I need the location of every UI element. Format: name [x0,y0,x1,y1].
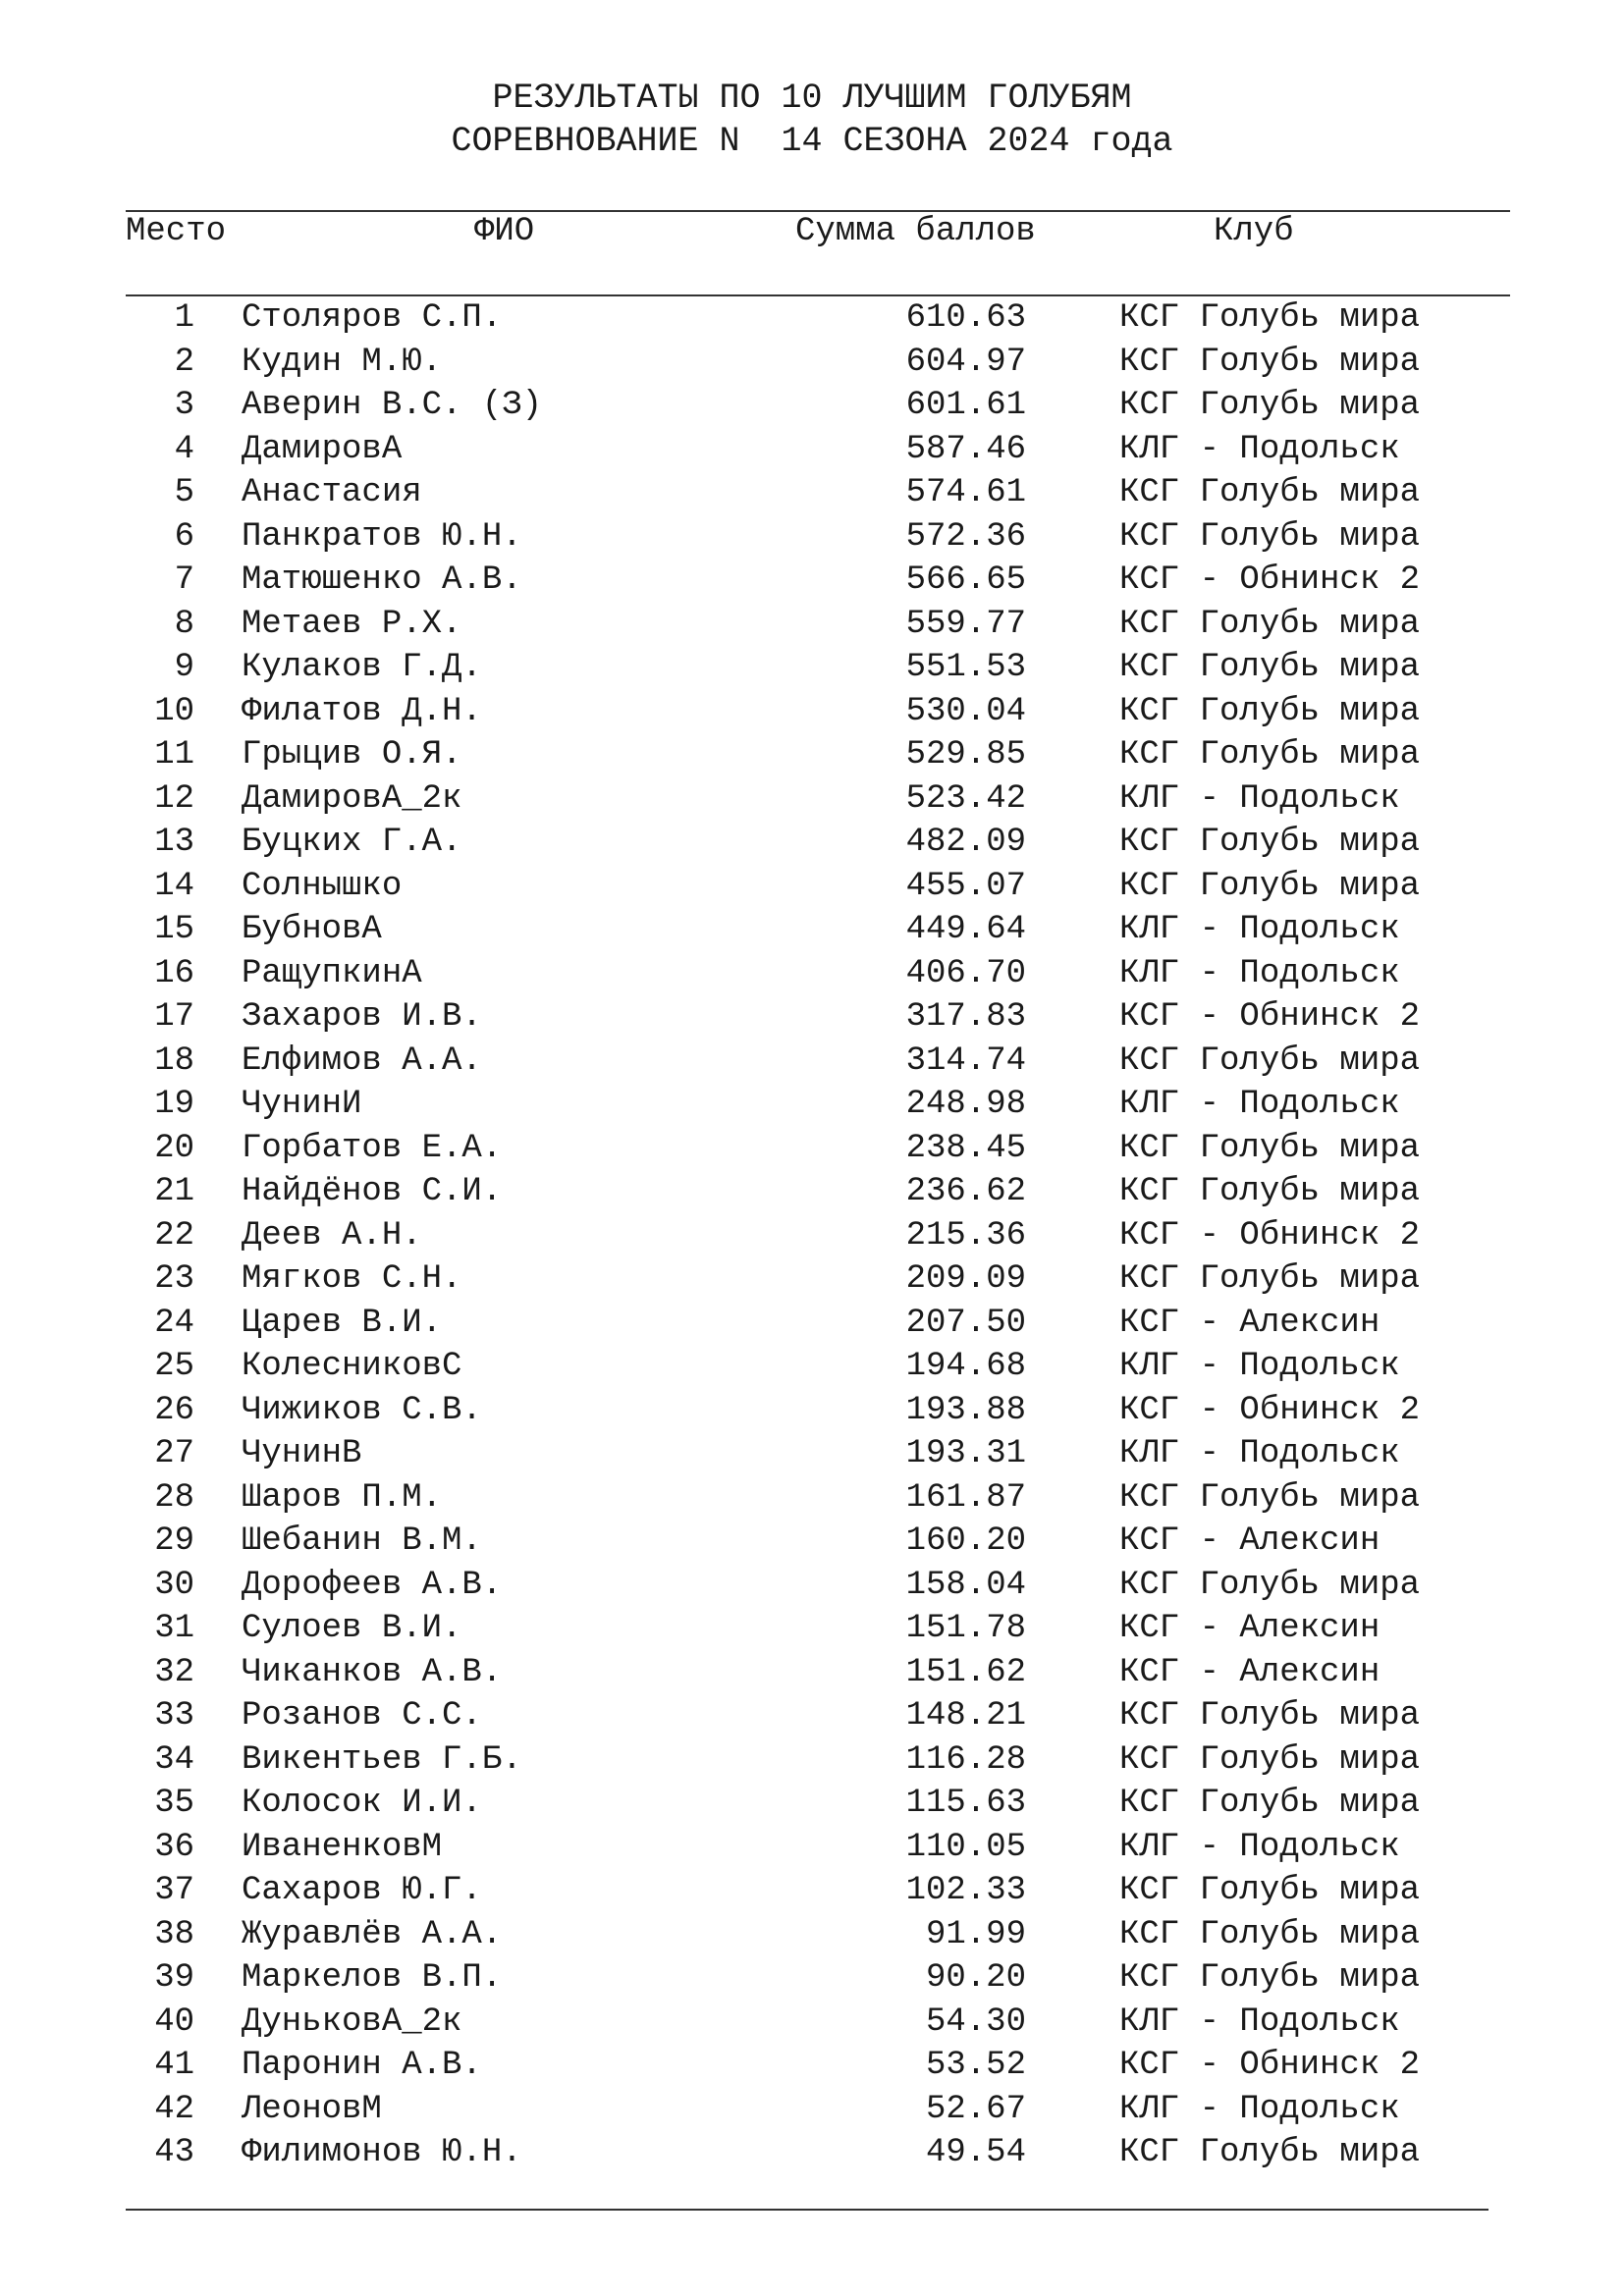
row-place: 10 [154,692,194,730]
row-name: Матюшенко А.В. [242,561,522,599]
column-header-score: Сумма баллов [795,213,1036,250]
table-row [0,1170,1624,1214]
row-place: 3 [174,387,194,424]
row-club: КСГ Голубь мира [1119,299,1421,337]
table-row [0,1826,1624,1870]
row-place: 24 [154,1304,194,1342]
row-club: КСГ Голубь мира [1119,605,1421,643]
row-score: 116.28 [905,1740,1026,1779]
row-place: 15 [154,911,194,948]
row-name: Викентьев Г.Б. [242,1740,522,1779]
table-row [0,1956,1624,2001]
table-row [0,1214,1624,1258]
table-row [0,341,1624,385]
row-place: 8 [174,605,194,643]
row-name: Анастасия [242,474,422,511]
row-score: 148.21 [905,1697,1026,1735]
row-score: 53.52 [925,2047,1026,2084]
row-name: Филимонов Ю.Н. [242,2134,522,2171]
row-club: КСГ - Алексин [1119,1610,1380,1647]
row-club: КЛГ - Подольск [1119,2002,1400,2041]
row-name: Деев А.Н. [242,1216,422,1255]
row-score: 91.99 [925,1915,1026,1953]
table-row [0,1476,1624,1521]
row-place: 11 [154,736,194,774]
table-row [0,690,1624,734]
row-name: Метаев Р.Х. [242,605,462,643]
table-row [0,471,1624,515]
row-name: Солнышко [242,867,403,905]
table-row [0,2088,1624,2132]
row-place: 27 [154,1435,194,1472]
row-place: 7 [174,561,194,599]
row-name: Аверин В.С. (З) [242,387,543,424]
row-club: КСГ Голубь мира [1119,387,1421,424]
table-row [0,1389,1624,1433]
row-club: КСГ Голубь мира [1119,1566,1421,1604]
row-club: КСГ Голубь мира [1119,343,1421,381]
table-row [0,1869,1624,1913]
table-row [0,296,1624,341]
row-place: 36 [154,1828,194,1866]
row-name: Шаров П.М. [242,1478,443,1517]
row-score: 601.61 [905,387,1026,424]
row-club: КСГ - Обнинск 2 [1119,561,1421,599]
row-score: 110.05 [905,1828,1026,1866]
row-name: ЧунинИ [242,1086,362,1123]
row-score: 604.97 [905,343,1026,381]
row-place: 26 [154,1391,194,1429]
table-row [0,384,1624,428]
row-score: 449.64 [905,911,1026,948]
column-header-name: ФИО [474,213,535,250]
row-name: Горбатов Е.А. [242,1129,503,1167]
row-score: 572.36 [905,517,1026,556]
table-row [0,777,1624,822]
row-place: 18 [154,1041,194,1080]
row-score: 574.61 [905,474,1026,511]
row-club: КСГ Голубь мира [1119,1959,1421,1997]
row-place: 17 [154,998,194,1036]
row-place: 29 [154,1522,194,1560]
table-row [0,952,1624,996]
row-name: ЛеоновМ [242,2090,382,2128]
row-club: КСГ Голубь мира [1119,1697,1421,1735]
row-score: 54.30 [925,2002,1026,2041]
row-score: 530.04 [905,692,1026,730]
row-club: КСГ - Алексин [1119,1304,1380,1342]
document-subtitle: СОРЕВНОВАНИЕ N 14 СЕЗОНА 2024 года [451,122,1173,161]
row-name: Найдёнов С.И. [242,1173,503,1210]
row-place: 12 [154,779,194,818]
table-row [0,1694,1624,1738]
row-name: Дорофеев А.В. [242,1566,503,1604]
table-bottom-rule [126,2209,1489,2211]
table-row [0,1345,1624,1389]
table-row [0,603,1624,647]
row-club: КСГ Голубь мира [1119,1129,1421,1167]
row-place: 1 [174,299,194,337]
row-name: Кулаков Г.Д. [242,649,482,686]
row-club: КСГ - Обнинск 2 [1119,1216,1421,1255]
table-row [0,2131,1624,2175]
row-name: РащупкинА [242,954,422,992]
row-score: 248.98 [905,1086,1026,1123]
row-club: КСГ Голубь мира [1119,824,1421,861]
row-place: 42 [154,2090,194,2128]
row-club: КСГ Голубь мира [1119,1872,1421,1909]
row-score: 551.53 [905,649,1026,686]
row-name: Маркелов В.П. [242,1959,503,1997]
row-score: 587.46 [905,430,1026,468]
row-club: КЛГ - Подольск [1119,779,1400,818]
table-row [0,1257,1624,1302]
row-score: 193.88 [905,1391,1026,1429]
row-club: КСГ - Обнинск 2 [1119,998,1421,1036]
table-row [0,2044,1624,2088]
table-row [0,1432,1624,1476]
row-score: 314.74 [905,1041,1026,1080]
row-name: ДамировА_2к [242,779,462,818]
row-score: 523.42 [905,779,1026,818]
row-place: 22 [154,1216,194,1255]
row-score: 193.31 [905,1435,1026,1472]
row-place: 41 [154,2047,194,2084]
row-place: 19 [154,1086,194,1123]
table-row [0,1302,1624,1346]
row-score: 317.83 [905,998,1026,1036]
row-name: Панкратов Ю.Н. [242,517,522,556]
row-club: КСГ - Обнинск 2 [1119,2047,1421,2084]
row-score: 52.67 [925,2090,1026,2128]
row-name: БубновА [242,911,382,948]
row-name: Розанов С.С. [242,1697,482,1735]
row-name: Сулоев В.И. [242,1610,462,1647]
row-club: КСГ Голубь мира [1119,517,1421,556]
table-row [0,1564,1624,1608]
row-club: КСГ - Алексин [1119,1653,1380,1691]
table-row [0,1651,1624,1695]
row-place: 40 [154,2002,194,2041]
table-row [0,995,1624,1040]
row-name: Царев В.И. [242,1304,443,1342]
row-score: 238.45 [905,1129,1026,1167]
table-row [0,1782,1624,1826]
row-place: 30 [154,1566,194,1604]
row-club: КСГ Голубь мира [1119,649,1421,686]
row-score: 151.78 [905,1610,1026,1647]
table-row [0,1913,1624,1957]
row-club: КСГ - Обнинск 2 [1119,1391,1421,1429]
table-row [0,1607,1624,1651]
row-score: 215.36 [905,1216,1026,1255]
row-score: 90.20 [925,1959,1026,1997]
row-name: Журавлёв А.А. [242,1915,503,1953]
row-name: ЧунинВ [242,1435,362,1472]
row-score: 102.33 [905,1872,1026,1909]
row-place: 20 [154,1129,194,1167]
row-score: 610.63 [905,299,1026,337]
row-club: КЛГ - Подольск [1119,954,1400,992]
table-row [0,428,1624,472]
row-name: Шебанин В.М. [242,1522,482,1560]
row-score: 559.77 [905,605,1026,643]
row-name: Захаров И.В. [242,998,482,1036]
table-row [0,733,1624,777]
row-place: 39 [154,1959,194,1997]
row-score: 161.87 [905,1478,1026,1517]
row-score: 566.65 [905,561,1026,599]
row-score: 158.04 [905,1566,1026,1604]
column-header-place: Место [126,213,227,250]
row-club: КСГ Голубь мира [1119,474,1421,511]
row-club: КЛГ - Подольск [1119,1828,1400,1866]
row-score: 115.63 [905,1785,1026,1822]
document-title: РЕЗУЛЬТАТЫ ПО 10 ЛУЧШИМ ГОЛУБЯМ [492,79,1132,118]
table-row [0,865,1624,909]
row-club: КСГ Голубь мира [1119,1478,1421,1517]
row-score: 455.07 [905,867,1026,905]
row-place: 33 [154,1697,194,1735]
table-row [0,821,1624,865]
row-place: 6 [174,517,194,556]
table-row [0,908,1624,952]
row-club: КСГ Голубь мира [1119,692,1421,730]
row-club: КСГ Голубь мира [1119,1785,1421,1822]
row-club: КСГ Голубь мира [1119,2134,1421,2171]
row-place: 9 [174,649,194,686]
row-place: 5 [174,474,194,511]
results-table-body [0,296,1624,2175]
table-row [0,2001,1624,2045]
row-place: 23 [154,1260,194,1298]
row-score: 209.09 [905,1260,1026,1298]
row-score: 49.54 [925,2134,1026,2171]
row-score: 482.09 [905,824,1026,861]
row-club: КСГ Голубь мира [1119,1041,1421,1080]
row-place: 38 [154,1915,194,1953]
row-club: КСГ Голубь мира [1119,1915,1421,1953]
row-place: 2 [174,343,194,381]
row-club: КСГ Голубь мира [1119,1173,1421,1210]
table-row [0,1127,1624,1171]
row-club: КЛГ - Подольск [1119,911,1400,948]
row-name: Мягков С.Н. [242,1260,462,1298]
row-score: 194.68 [905,1348,1026,1385]
table-row [0,515,1624,560]
row-score: 236.62 [905,1173,1026,1210]
row-club: КЛГ - Подольск [1119,1086,1400,1123]
row-score: 529.85 [905,736,1026,774]
row-name: КолесниковС [242,1348,462,1385]
row-score: 406.70 [905,954,1026,992]
row-place: 14 [154,867,194,905]
table-row [0,559,1624,603]
row-club: КСГ Голубь мира [1119,867,1421,905]
row-place: 25 [154,1348,194,1385]
table-row [0,1083,1624,1127]
row-club: КСГ Голубь мира [1119,1740,1421,1779]
row-name: Сахаров Ю.Г. [242,1872,482,1909]
table-row [0,1520,1624,1564]
row-place: 4 [174,430,194,468]
row-club: КЛГ - Подольск [1119,1348,1400,1385]
row-place: 32 [154,1653,194,1691]
row-name: Буцких Г.А. [242,824,462,861]
row-place: 34 [154,1740,194,1779]
table-row [0,1040,1624,1084]
row-score: 207.50 [905,1304,1026,1342]
row-name: Колосок И.И. [242,1785,482,1822]
row-name: Филатов Д.Н. [242,692,482,730]
row-score: 160.20 [905,1522,1026,1560]
row-name: ДамировА [242,430,403,468]
row-club: КЛГ - Подольск [1119,2090,1400,2128]
row-club: КСГ - Алексин [1119,1522,1380,1560]
row-place: 31 [154,1610,194,1647]
row-name: Столяров С.П. [242,299,503,337]
row-name: Паронин А.В. [242,2047,482,2084]
row-score: 151.62 [905,1653,1026,1691]
row-name: Елфимов А.А. [242,1041,482,1080]
row-name: Чижиков С.В. [242,1391,482,1429]
row-club: КСГ Голубь мира [1119,736,1421,774]
row-name: Кудин М.Ю. [242,343,443,381]
row-place: 16 [154,954,194,992]
row-club: КЛГ - Подольск [1119,1435,1400,1472]
row-name: ДуньковА_2к [242,2002,462,2041]
row-name: ИваненковМ [242,1828,443,1866]
column-header-club: Клуб [1214,213,1294,250]
row-place: 28 [154,1478,194,1517]
table-row [0,646,1624,690]
row-name: Чиканков А.В. [242,1653,503,1691]
row-place: 43 [154,2134,194,2171]
table-row [0,1738,1624,1783]
row-place: 13 [154,824,194,861]
row-name: Грыцив О.Я. [242,736,462,774]
row-place: 37 [154,1872,194,1909]
row-club: КСГ Голубь мира [1119,1260,1421,1298]
row-place: 35 [154,1785,194,1822]
row-club: КЛГ - Подольск [1119,430,1400,468]
row-place: 21 [154,1173,194,1210]
